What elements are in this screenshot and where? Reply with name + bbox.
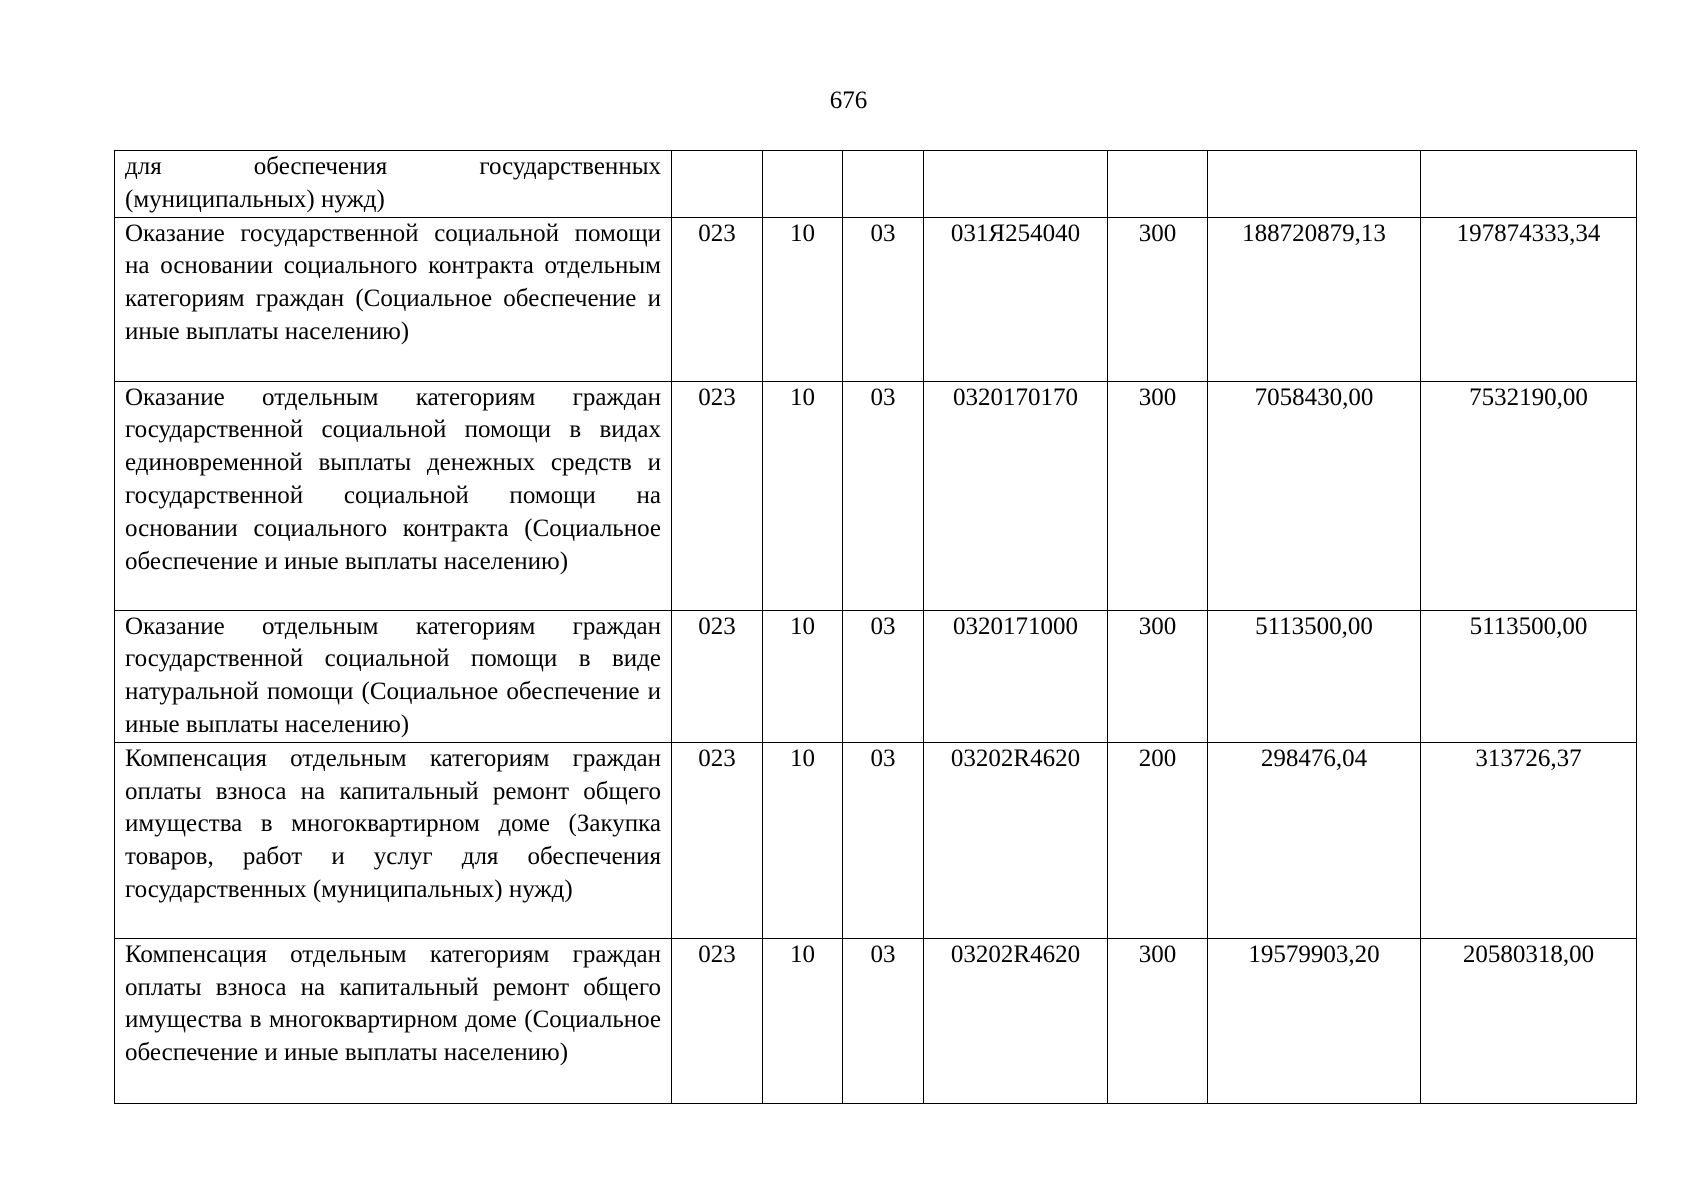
row-description: для обеспечения государственных (муниципальных) нужд) [115,151,672,218]
section-code: 10 [763,742,843,938]
subsection-code: 03 [843,938,924,1103]
table-row [115,151,1637,218]
amount-year-1: 5113500,00 [1208,610,1421,742]
expense-type-code: 300 [1108,938,1208,1103]
row-description: Оказание отдельным категориям граждан государственной социальной помощи в виде натуральной помощи (Социальное обеспечение и иные выплаты населению) [115,610,672,742]
table-row [115,938,1637,1103]
ministry-code: 023 [672,742,763,938]
table-row [115,742,1637,938]
subsection-code: 03 [843,381,924,610]
subsection-code [843,151,924,218]
target-article-code [924,151,1108,218]
row-description: Оказание государственной социальной помощи на основании социального контракта отдельным категориям граждан (Социальное обеспечение и иные выплаты населению) [115,217,672,381]
subsection-code: 03 [843,610,924,742]
section-code: 10 [763,381,843,610]
table-row [115,381,1637,610]
subsection-code: 03 [843,217,924,381]
expense-type-code: 300 [1108,610,1208,742]
row-description: Оказание отдельным категориям граждан государственной социальной помощи в видах единовременной выплаты денежных средств и государственной социальной помощи на основании социального контракта (Социальное обеспечение и иные выплаты населению) [115,381,672,610]
ministry-code: 023 [672,938,763,1103]
row-description: Компенсация отдельным категориям граждан оплаты взноса на капитальный ремонт общего имущества в многоквартирном доме (Закупка товаров, работ и услуг для обеспечения государственных (муниципальных) нужд) [115,742,672,938]
amount-year-2: 197874333,34 [1421,217,1637,381]
section-code: 10 [763,217,843,381]
target-article-code: 031Я254040 [924,217,1108,381]
budget-table [114,150,1637,1104]
subsection-code: 03 [843,742,924,938]
ministry-code: 023 [672,381,763,610]
table-row [115,217,1637,381]
row-description: Компенсация отдельным категориям граждан оплаты взноса на капитальный ремонт общего имущества в многоквартирном доме (Социальное обеспечение и иные выплаты населению) [115,938,672,1103]
amount-year-1: 188720879,13 [1208,217,1421,381]
expense-type-code: 200 [1108,742,1208,938]
amount-year-1: 7058430,00 [1208,381,1421,610]
ministry-code: 023 [672,217,763,381]
amount-year-1: 298476,04 [1208,742,1421,938]
amount-year-2: 7532190,00 [1421,381,1637,610]
table-row [115,610,1637,742]
target-article-code: 0320171000 [924,610,1108,742]
amount-year-2: 5113500,00 [1421,610,1637,742]
ministry-code [672,151,763,218]
amount-year-2 [1421,151,1637,218]
amount-year-1: 19579903,20 [1208,938,1421,1103]
target-article-code: 03202R4620 [924,938,1108,1103]
amount-year-2: 20580318,00 [1421,938,1637,1103]
ministry-code: 023 [672,610,763,742]
section-code: 10 [763,938,843,1103]
page-number: 676 [829,87,868,114]
section-code [763,151,843,218]
amount-year-2: 313726,37 [1421,742,1637,938]
section-code: 10 [763,610,843,742]
target-article-code: 0320170170 [924,381,1108,610]
expense-type-code [1108,151,1208,218]
expense-type-code: 300 [1108,381,1208,610]
target-article-code: 03202R4620 [924,742,1108,938]
expense-type-code: 300 [1108,217,1208,381]
amount-year-1 [1208,151,1421,218]
